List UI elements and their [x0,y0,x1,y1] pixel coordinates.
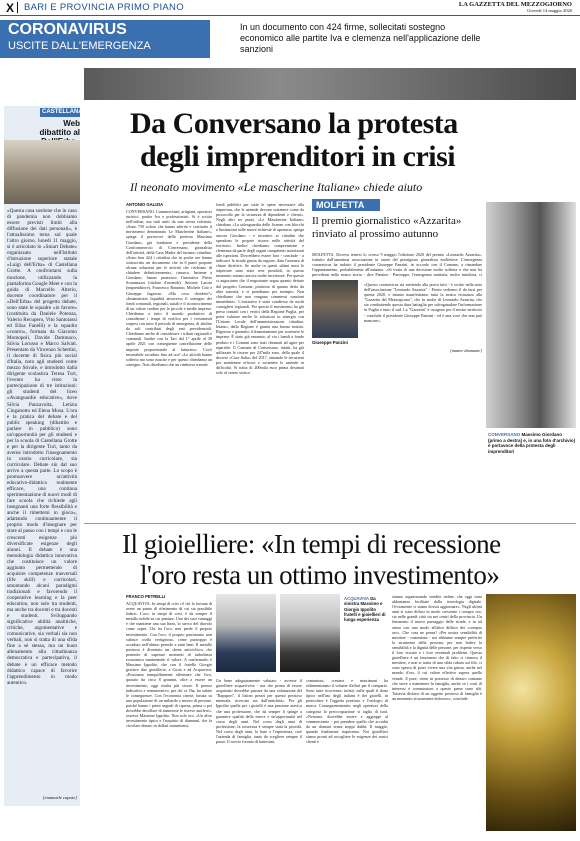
issue-date: Giovedì 14 maggio 2020 [527,8,572,13]
street-photo [486,202,576,428]
main-column-2: fondi pubblici per tutte le spese necessarie alla riapertura, che le aziende devono sostenere come da protocollo per la sicurezza di dipendenti e clienti». Negli altri tre punti, «Le Mascherine Italiane» chiedono «La salvaguardia delle licenze con blocchi o limitazioni sulle nuove richieste di apertura» spiega ancora Giordano - e incentivi ai cittadini che spendono le proprie risorse nelle attività del territorio. Inoltre chiediamo comprensione e clemenza da parte degli organi competenti autorizzati alle ispezioni. Dovrebbero essere loro - conclude - a indicarci la strada giusta da seguire, data l'assenza di chiare direttive. Se anche in questi ultimi mesi le riaperture sono state rese possibili, in questo momento restano ancora molte incertezze. Per questo ci auguriamo che il negoziante segua quanto dettato dal progetto Comune, piuttosto di quanto detto da altre autorità, e vi prendiamo per esempio. Non chiediamo che non vengano commessi sanzioni immediate». L'iniziativa è stata condivisa da molti consiglieri regionali. Per questo il movimento ha già preso contatti con i vertici della Regione Puglia, per poter valutare anche le soluzioni in sinergia con l'Unione Locale dell'amministrazione cittadina. Intanto, dalla Regione è giunta una buona notizia. Rigoroso e garantito il finanziamento per sostenere le imprese. È stato già emanato, al via i bandi a fondo perduto e i Comuni sono stati chiamati ad agire per ripartirle. Il Comune di Conversano, infatti, ha già utilizzato le risorse per 247mila euro, della quale il decreto «Cura Italia» del 2017, attuando le istruzioni per mantenere efficaci e sostenere le aziende in difficoltà. Si tratta di 200mila euro prima destinati solo al centro storico. [216,202,304,376]
second-column-2: Un bene adeguatamente valutato - avverte il gioielliere acquavivese - ma che prima di essere acquistato dovrebbe passare da una valutazione del "Rapaport", il listino prezzi per questo prezioso minerale, ricercato sin dall'antichità». Per gli Ippolito quella per i gioielli è una passione atavica che una professione, che da sempre li spinge a garantire qualità della merce e un'opportunità nel corso degli anni. Nel corso degli anni di professione, la sicurezza è sempre stata la priorità. Nel corso degli anni, la base e l'esperienza, cioè l'azienda di famiglia, tanto da scegliere sempre il passo. Il ravvio foranto di battesimi, [216,678,302,745]
header-divider [17,2,18,13]
second-byline: FRANCO PETRELLI [126,594,166,599]
main-headline-line2: degli imprenditori in crisi [140,140,456,173]
second-column-4: stiamo organizzando vendite online, che oggi sono abbastanza facilitate dalla tecnologia digitale. Ovviamente ci siamo dovuti aggiornare». Negli ultimi anni si sono diffusi in modo crescente i compro oro, sia nelle grandi città sia nei centri della provincia. Un fenomeno il nuovo paesaggio delle strade, e in tal senso con una modo all'altro diffuso dei «compro oro». Che cosa ne pensa? «Per nostra sensibilità di mestiere - commenta - noi abbiamo sempre preferito lo strumento della persona, per non ledere la sensibilità e la dignità delle persone, per rispetto verso il loro vissuto e i loro eventuali problemi. Questo gioielliere è un fenomeno che di fatto ci rinnova il mestiere, e non si tratta di una sfida rubata sul filo, ci sono spesso di poter vivere una vita giusta, anche nel mondo d'oro, il cui valore effettivo supera quello venale. E pure, viene in possesso di denaro contante che serve a mantenere la famiglia, anche se i costi di interessi e commissioni a questo paese sono alti. Tuttavia disfarsi di un oggetto prezioso di famiglia è un momento sicuramente doloroso», conclude. [392,594,482,701]
second-side-caption [344,596,386,622]
massimo-photo [216,594,276,672]
giorgio-photo [280,594,340,672]
molfetta-body-2: «Questo coronavirus sta mettendo alla prova tutti - è scritto nella nota dell'associazione "Leonardo Azzarita" - Presto vedremo il da farsi per questa 2020, e intanto manifestiamo tutta la nostra vicinanza alla "Gazzetta del Mezzogiorno", che fu anche di Leonardo Azzarita, che sta combattendo questa dura battaglia per salvaguardare l'informazione in Puglia e tutto il sud. La "Gazzetta" è ossigeno per il nostro territorio - conclude il presidente Giuseppe Panzini - ed è una voce che non può mancare». [364,282,482,323]
section-title: BARI E PROVINCIA PRIMO PIANO [24,2,184,13]
sidebar-title: Web dibattito al [39,119,80,137]
gold-jewelry-photo [486,594,576,831]
sidebar-photo [4,140,80,204]
second-headline-line1: Il gioielliere: «In tempi di recessione [122,529,501,559]
molfetta-signature: [mattee diamante] [450,348,482,353]
banner-dek: In un documento con 424 firme, sollecitati sostegno economico alle partite Iva e clemenza nell'applicazione delle sanzioni [240,22,481,54]
molfetta-headline: Il premio giornalistico «Azzarita» rinviato al prossimo autunno [312,215,462,240]
second-headline-line2: l'oro resta un ottimo investimento» [140,560,500,590]
top-protest-photo [84,68,576,100]
section-mark: X [6,1,15,15]
paper-name: LA GAZZETTA DEL MEZZOGIORNO [458,1,572,8]
sidebar-signature: [emanuele caputo] [42,795,77,800]
molfetta-body-1: MOLFETTA. Doveva tenersi lo scorso 9 maggio l'edizione 2020 del premio «Leonardo Azzarita», istituito dall'omonima associazione in onore del prestigioso giornalista molfettese. L'emergenza coronavirus ha indotto il presidente Giuseppe Panzini, in accordo con il Comune, a rimandare l'appuntamento, probabilmente all'autunno. «Si tratta di una decisione molto sofferta e che non ha precedenti nella nostra storia - dice Panzini - Purtroppo, l'emergenza sanitaria, molto insidiosa, ci [312,252,482,278]
molfetta-photo [312,280,358,338]
main-dek: Il neonato movimento «Le mascherine Italiane» chiede aiuto [130,180,423,194]
sidebar-body: «Questa casa sostiene che in caso di pandemia non dobbiamo essere previsti limiti alla diffusione dei dati personali», è l'attualissimo tema sul quale l'altro giorno, lunedì 11 maggio, si è articolato lo «Smart Debate» organizzato nell'Istituto d'istruzione superiore statale «Luigi dell'Erba» di Castellana Grotte. A confrontarsi sulla mozione, utilizzando la piattaforma Google Meet e con la guida di Marcello Alterio, docente coordinatore per il «Dell'Erba» del progetto debate, sono state le squadre «in favore» (costituita da Daniele Potenza, Valerio Recupero, Vito Santoiassi ed Elisa Fanelli) e la squadra «contro», formata da Giacomo Momopoli, Davide Dammaco, Silvia Lorusso e Marco Salvati. Presentato da Vincenzo Schettini, il docente di fisica più social d'Italia, noto agli studenti come mezzo Stivale, e introdotto dalla dirigente scolastica Teresa Turi, l'evento ha visto la partecipazione di tre istituzioni: gli studenti del liceo «Avanguardie educative», dove Silvia Panzavolta, Letizia Cinganotto ed Elena Mosa. L'ora e la pratica del debate e del public speaking (dibattito e parlare in pubblico) sono un'opportunità per gli studenti e per la scuola di Castellana Grotte e per la dirigente Turi, tanto da averne introdotto l'insegnamento in orario curricolare, sia curriculare. Debate sin dal suo arrivo a questa parte. Lo scopo è promuovere un'attività educativo-didattica realmente efficace, una continua sperimentazione di nuovi modi di fare scuola che richiede agli insegnanti una forte flessibilità e anche il rimettersi in gioco», adattando continuamente il proprio modo d'insegnare per stare al passo con i tempi e con le crescenti esigenze più diversificate esigenze degli alunni. Il debate è una metodologia didattica innovativa che costituisce un valore aggiunto permettendo di acquisire competenze trasversali (life skill) e curricolari, smontando alcuni paradigmi tradizionali e favorendo il cooperative learning e la peer education, non solo tra studenti, ma anche tra docenti e tra docenti e studenti. Sviluppando significative abilità analitiche, critiche, argomentative e comunicative, sia verbali sia non verbali, non si tratta di una sfida fine a sé stessa, ma un buon allenamento alla cittadinanza democratica e partecipativa, il debate è un efficace metodo didattico capace di favorire l'apprendimento in modo autentico. [7,208,77,686]
main-byline: ANTONIO GALIZIA [126,202,164,207]
sidebar-tag: CASTELLANA [42,109,83,115]
banner-title: CORONAVIRUS [8,21,127,38]
main-headline-line1: Da Conversano la protesta [130,107,458,140]
second-column-3: comunioni, cresime e matrimoni ha ridimensionato il volume d'affari per il comparto. Sono tutte ricorrenze, infatti, nelle quali il dono tipico nell'uso degli italiani è dei gioielli, in particolare è l'oggetto prezioso e l'orologio di marca. Conseguentemente, negli operatori della categoria la preoccupazione si taglia di tutti. «Nessuno, dovrebbe essere e aggrappi al commerciante - poi prendere quello che accadrà da un domani senza troppi dubbi. Il maggio, quando finalmente riapriremo. Noi gioiellieri siamo pronti ad accogliere le esigenze dei nostri clienti e [306,678,388,745]
molfetta-photo-caption: Giuseppe Panzini [312,340,348,345]
banner-subtitle: USCITE DALL'EMERGENZA [8,40,151,52]
page-header [0,0,580,16]
conversano-caption [488,432,576,454]
conversano-caption-tag: CONVERSANO [488,432,521,437]
second-side-text: Da sinistra Massimo e Giorgio Ippolito fratelli e gioiellieri di lunga esperienza [344,596,386,623]
main-column-1: CONVERSANO. Commercianti, artigiani, operatori turistici, partite Iva e professionisti. Si è scritto nell'ordine, ma tutti uniti da una stessa richiesta. «Sono 750 coloro che hanno aderito e costituito il movimento denominato Le Mascherine Italiane», spiega il portavoce della protesta Massimo Giordano, già fondatore e presidente della Confcommercio di Conversano, giornalista dell'attività, della Casa Madre del turismo cittadino. «Sono ben 424 i cittadini che in poche ore hanno sottoscritto un documento che in 6 punti propone alcune soluzioni per le attività che rischiano di chiudere definitivamente», rimarca. Insieme a Giordano, hanno promosso l'iniziativa Pietro Scaramuzzi (titolare d'aziende), Antonio Larosa (imprenditore), Francesco Rotunno, Michele Cito e Giuseppe Ingrosso. «Ma cosa chiedete?» «Innanzitutto liquidità attraverso il sostegno dei fondi comunali, regionali, statali e il riconoscimento di un valore cardine per le piccole e medie imprese. Chiediamo a tutto il mondo produttivo di considerare i tempi di verifica per i versamenti sospesi con tutto il periodo di emergenza, di abolire da soli contributi degli enti previdenziali. Chiediamo anche di considerare i tributi regionali e comunali. Inoltre con la Tari dal 1° aprile al 30 aprile 2021 con conseguente cancellazione delle imposte proporzionale al fatturato». Cos'è invariabile accaduto fino ad ora? «Le attività hanno sofferto ma sono riuscite e per questo chiediamo un sostegno. Non chiediamo che un rimborso tramite [126,209,212,367]
section-rule [84,523,576,524]
second-column-1: ACQUAVIVA. In tempi di crisi c'è chi la fortuna di avere un punto di riferimento di cui sia possibile fidarsi. L'oro, in tempi di crisi, è da sempre il metallo nobile su cui puntare. Uno dei suoi vantaggi è che mantiene una sua linea, lo sterco del diavolo come sopra. Chi ha l'oro, non perde il proprio investimento. Con l'oro, il proprio patrimonio non subisce crollo vertiginoso, come purtroppo è accaduto nell'ultimo periodo a tanti beni. Il metallo prezioso è diventato un «bene anticiclico» che permette di superare momenti di turbolenza economica mantenendo il valore. A confermarlo è Massimo Ippolito, che con il fratello Giorgio gestisce due gioiellerie, a Gioia e ad Acquaviva: «Possiamo tranquillamente affermare che l'oro, quotato da circa 8 grammi, oltre a essere un investimento, oggi risulta più sicuro. Il prezzo indicativo e remunerativo, per chi ce l'ha, ha subito le conseguenze. Con l'economia cinese, basata su una popolazione di un miliardo e mezzo di persone, poiché hanno i primi segnali di ripresa, prima o poi dovrebbe decollare di numerose le riserve aurifere», osserva Massimo Ippolito. Non solo oro. «Un altro investimento tipico e l'acquisto di diamanti, che fa circolare denaro in dollari statunitensi, [126,601,212,729]
second-side-tag: ACQUAVIVA [344,596,369,601]
molfetta-tag: MOLFETTA [312,199,380,211]
conversano-caption-text: Massimo Giordano (primo a destra) e, in una foto d'archivio) è portavoce della protesta degli imprenditori [488,432,576,454]
